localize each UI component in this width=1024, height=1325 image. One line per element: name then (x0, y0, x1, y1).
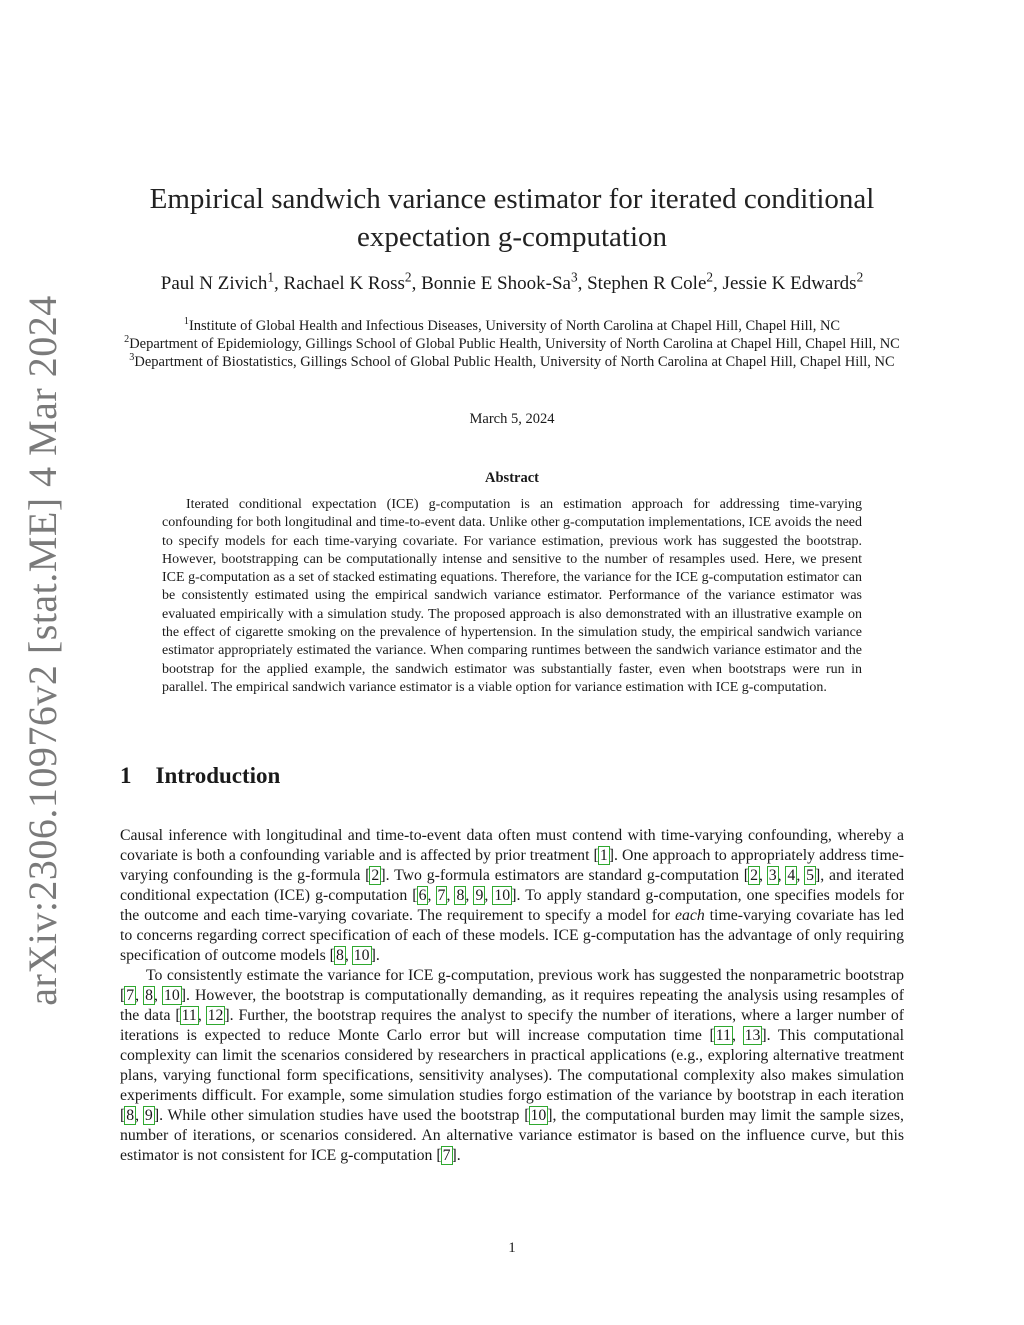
author-affiliation-mark: 2 (706, 269, 714, 285)
text-run: ]. (370, 947, 380, 964)
citation-link[interactable]: 5 (806, 867, 814, 884)
affiliation-number: 3 (129, 352, 135, 364)
paper-title (120, 180, 904, 256)
text-run: time-varying covariate has led to concerns regarding correct specification of each of these models. ICE g-computation has the advantage of only requiring specification of outcome models [ (120, 907, 904, 964)
affiliation-text: Institute of Global Health and Infectious Diseases, University of North Carolina at Chapel Hill, Chapel Hill, NC (188, 318, 841, 334)
author-name: Bonnie E Shook-Sa (421, 273, 571, 294)
arxiv-stamp-text: arXiv:2306.10976v2 [stat.ME] 4 Mar 2024 (19, 294, 65, 1006)
citation-link[interactable]: 4 (787, 867, 796, 884)
citation-link[interactable]: 10 (530, 1107, 547, 1124)
citation-link[interactable]: 7 (437, 887, 446, 904)
citation-link[interactable]: 1 (599, 847, 608, 864)
author (587, 269, 723, 294)
author-name: Rachael K Ross (283, 273, 405, 294)
title-line-1: Empirical sandwich variance estimator for iterated conditional (149, 183, 875, 215)
author (722, 269, 864, 294)
citation-link[interactable]: 7 (442, 1147, 451, 1164)
introduction-body (120, 826, 904, 1166)
author-name: Paul N Zivich (160, 273, 268, 294)
citation-link[interactable]: 8 (335, 947, 344, 964)
text-run: ], and iterated conditional expectation (ICE) g-computation [ (120, 867, 904, 904)
citation-link[interactable]: 7 (126, 987, 135, 1004)
author-name: Stephen R Cole (587, 273, 707, 294)
text-run: ]. (451, 1147, 461, 1164)
affiliation-text: Department of Biostatistics, Gillings School of Global Public Health, University of North Carolina at Chapel Hill, Chapel Hill, NC (134, 354, 895, 370)
text-run: , (197, 1007, 207, 1024)
affiliation (112, 317, 912, 335)
author-list (100, 271, 924, 297)
abstract-heading: Abstract (485, 470, 539, 486)
page-number: 1 (508, 1240, 516, 1256)
text-run: ]. Two g-formula estimators are standard g-computation [ (380, 867, 750, 884)
author-affiliation-mark: 3 (570, 269, 578, 285)
affiliation-number: 2 (124, 334, 130, 346)
text-run: , (758, 867, 768, 884)
author-affiliation-mark: 2 (856, 269, 864, 285)
affiliation (112, 353, 912, 371)
citation-link[interactable]: 10 (163, 987, 180, 1004)
text-run: ]. Further, the bootstrap requires the analyst to specify the number of iterations, where a larger number of iterations is expected to reduce Monte Carlo error but will increase computation time [ (120, 1007, 904, 1044)
arxiv-stamp (12, 294, 72, 1006)
citation-link[interactable]: 12 (207, 1007, 224, 1024)
affiliation-list (112, 317, 912, 371)
citation-link[interactable]: 13 (744, 1027, 761, 1044)
text-run: , (344, 947, 353, 964)
text-run: , (465, 887, 475, 904)
author-affiliation-mark: 2 (404, 269, 412, 285)
text-run: ]. However, the bootstrap is computationally demanding, as it requires repeating the analysis using resamples of the data [ (120, 987, 904, 1024)
author-separator: , (274, 273, 284, 294)
section-title: Introduction (155, 763, 281, 788)
citation-link[interactable]: 8 (126, 1107, 135, 1124)
affiliation (112, 335, 912, 353)
citation-link[interactable]: 2 (750, 867, 758, 884)
text-run: ]. One approach to appropriately address time-varying confounding is the g-formula [ (120, 847, 904, 884)
emphasis-text: each (675, 907, 705, 924)
author (421, 269, 588, 294)
text-run: ], the computational burden may limit the sample sizes, number of iterations, or scenarios considered. An alternative variance estimator is based on the influence curve, but this estimator is not consistent for ICE g-computation [ (120, 1107, 904, 1164)
text-run: , (427, 887, 437, 904)
text-run: , (135, 1107, 144, 1124)
text-run: ]. While other simulation studies have used the bootstrap [ (153, 1107, 530, 1124)
section-number: 1 (120, 763, 132, 788)
citation-link[interactable]: 6 (418, 887, 427, 904)
text-run: , (484, 887, 494, 904)
author (160, 269, 284, 294)
text-run: ]. This computational complexity can limit the scenarios considered by researchers in practical applications (e.g., exploring alternative treatment plans, varying functional form specifications, sensitivity analyses). The computational complexity also makes simulation experiments difficult. For example, some simulation studies forgo estimation of the variance by bootstrap in each iteration [ (120, 1027, 904, 1124)
citation-link[interactable]: 8 (145, 987, 154, 1004)
text-run: , (796, 867, 806, 884)
citation-link[interactable]: 10 (353, 947, 370, 964)
title-line-2: expectation g-computation (356, 221, 668, 253)
text-run: , (777, 867, 787, 884)
paragraph (120, 966, 904, 1166)
author-separator: , (577, 273, 588, 294)
text-run: , (731, 1027, 744, 1044)
author-name: Jessie K Edwards (722, 273, 857, 294)
author-separator: , (713, 273, 723, 294)
citation-link[interactable]: 10 (494, 887, 511, 904)
paper-date: March 5, 2024 (469, 411, 555, 427)
citation-link[interactable]: 2 (371, 867, 380, 884)
text-run: , (154, 987, 163, 1004)
author-affiliation-mark: 1 (267, 269, 275, 285)
text-run: , (446, 887, 456, 904)
text-run: , (135, 987, 145, 1004)
citation-link[interactable]: 3 (768, 867, 777, 884)
text-run: To consistently estimate the variance for ICE g-computation, previous work has suggested the nonparametric bootstrap [ (120, 967, 904, 1004)
citation-link[interactable]: 9 (144, 1107, 153, 1124)
affiliation-text: Department of Epidemiology, Gillings School of Global Public Health, University of North Carolina at Chapel Hill, Chapel Hill, NC (129, 336, 900, 352)
citation-link[interactable]: 11 (715, 1027, 731, 1044)
abstract-text: Iterated conditional expectation (ICE) g-computation is an estimation approach for addressing time-varying confounding for both longitudinal and time-to-event data. Unlike other g-computation implementations, ICE avoids the need to specify models for each time-varying covariate. For variance estimation, previous work has suggested the bootstrap. However, bootstrapping can be computationally intense and sensitive to the number of resamples used. Here, we present ICE g-computation as a set of stacked estimating equations. Therefore, the variance for the ICE g-computation estimator can be consistently estimated using the empirical sandwich variance estimator. Performance of the variance estimator was evaluated empirically with a simulation study. The proposed approach is also demonstrated with an illustrative example on the effect of cigarette smoking on the prevalence of hypertension. In the simulation study, the empirical sandwich variance estimator appropriately estimated the variance. When comparing runtimes between the sandwich variance estimator and the bootstrap for the applied example, the sandwich estimator was substantially faster, even when bootstraps were run in parallel. The empirical sandwich variance estimator is a viable option for variance estimation with ICE g-computation. (162, 497, 862, 695)
author-separator: , (411, 273, 422, 294)
section-heading (120, 763, 280, 789)
text-run: Causal inference with longitudinal and time-to-event data often must contend with time-varying confounding, whereby a covariate is both a confounding variable and is affected by prior treatment [ (120, 827, 904, 864)
citation-link[interactable]: 8 (456, 887, 465, 904)
text-run: ]. To apply standard g-computation, one specifies models for the outcome and each time-varying covariate. The requirement to specify a model for (120, 887, 905, 924)
author (283, 269, 422, 294)
citation-link[interactable]: 9 (475, 887, 484, 904)
paragraph (120, 826, 904, 966)
affiliation-number: 1 (183, 316, 189, 328)
citation-link[interactable]: 11 (181, 1007, 197, 1024)
